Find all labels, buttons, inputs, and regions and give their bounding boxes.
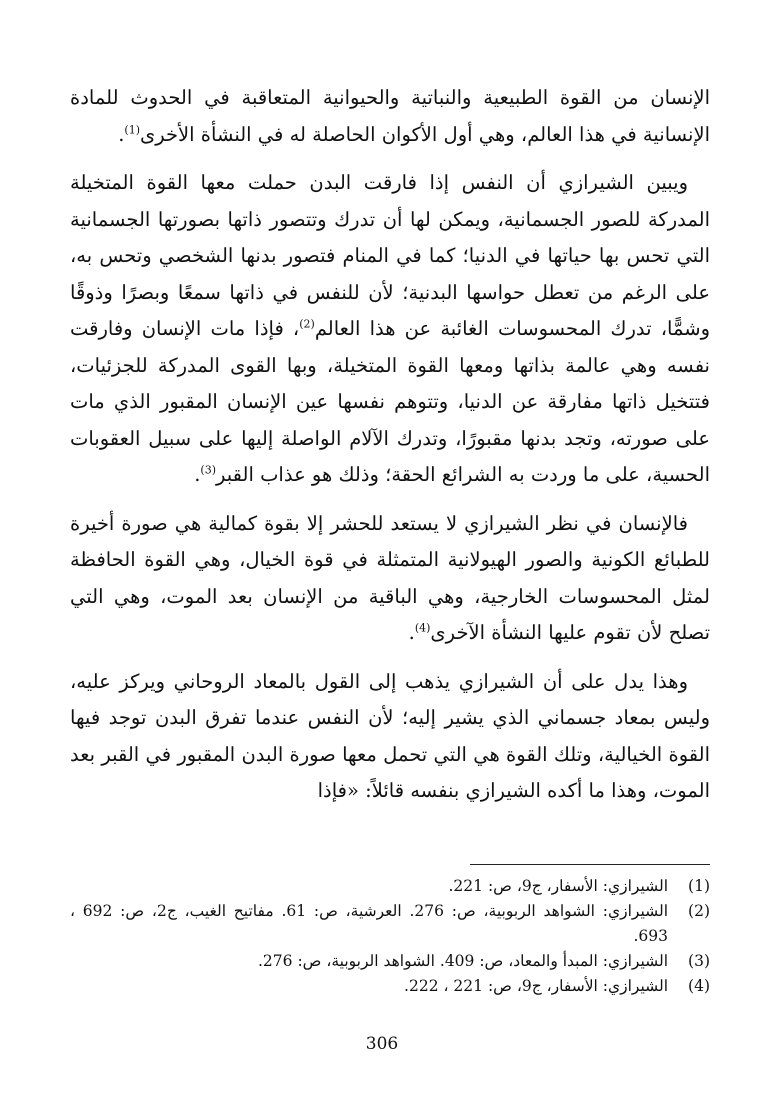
paragraph-3-text: فالإنسان في نظر الشيرازي لا يستعد للحشر إلا بقوة كمالية هي صورة أخيرة للطبائع الكونية والصور الهيولانية المتمثلة في قوة الخيال، وهي القوة الحافظة لمثل المحسوسات الخارجية، وهي الباقية من الإنسان بعد الموت، وهي التي تصلح لأن تقوم عليها النشأة الآخرى bbox=[70, 511, 710, 644]
footnote-number: (4) bbox=[688, 977, 710, 995]
footnote-text: الشيرازي: المبدأ والمعاد، ص: 409. الشواهد الربوبية، ص: 276. bbox=[257, 952, 668, 970]
footnote-ref-1[interactable]: (1) bbox=[124, 123, 140, 136]
footnote-number: (2) bbox=[688, 902, 710, 920]
paragraph-3-end: . bbox=[408, 621, 415, 644]
footnotes bbox=[70, 874, 710, 999]
paragraph-4 bbox=[70, 664, 710, 810]
paragraph-1 bbox=[70, 80, 710, 153]
paragraph-2-end: . bbox=[194, 463, 201, 486]
footnote-4 bbox=[70, 974, 710, 999]
paragraph-2-text-b: ، فإذا مات الإنسان وفارقت نفسه وهي عالمة بذاتها ومعها القوة المتخيلة، وبها القوى المدركة للجزئيات، فتتخيل ذاتها مفارقة عن الدنيا، وتتوهم نفسها عين الإنسان المقبور الذي مات على صورته، وتجد بدنها مقبورًا، وتدرك الآلام الواصلة إليها على سبيل العقوبات الحسية، على ما وردت به الشرائع الحقة؛ وذلك هو عذاب القبر bbox=[70, 317, 710, 486]
footnote-text: الشيرازي: الأسفار، ج9، ص: 221. bbox=[448, 877, 668, 895]
paragraph-4-text: وهذا يدل على أن الشيرازي يذهب إلى القول بالمعاد الروحاني ويركز عليه، وليس بمعاد جسماني الذي يشير إليه؛ لأن النفس عندما تفرق البدن توجد فيها القوة الخيالية، وتلك القوة هي التي تحمل معها صورة البدن المقبور في القبر بعد الموت، وهذا ما أكده الشيرازي بنفسه قائلاً: «فإذا bbox=[70, 669, 710, 802]
paragraph-2-text-a: ويبين الشيرازي أن النفس إذا فارقت البدن حملت معها القوة المتخيلة المدركة للصور الجسمانية، ويمكن لها أن تدرك وتتصور ذاتها بصورتها الجسمانية التي تحس بها حياتها في الدنيا؛ كما في المنام فتصور بدنها الشخصي وتحس به، على الرغم من تعطل حواسها البدنية؛ لأن للنفس في ذاتها سمعًا وبصرًا وذوقًا وشمًّا، تدرك المحسوسات الغائبة عن هذا العالم bbox=[70, 171, 711, 340]
footnote-3 bbox=[70, 949, 710, 974]
paragraph-2 bbox=[70, 165, 710, 494]
footnote-ref-3[interactable]: (3) bbox=[200, 463, 216, 477]
page-number: 306 bbox=[365, 1034, 399, 1054]
footnote-ref-2[interactable]: (2) bbox=[299, 317, 315, 331]
footnote-number: (3) bbox=[688, 952, 710, 970]
footnote-divider bbox=[470, 864, 710, 865]
paragraph-1-text: الإنسان من القوة الطبيعية والنباتية والحيوانية المتعاقبة في الحدوث للمادة الإنسانية في هذا العالم، وهي أول الأكوان الحاصلة له في النشأة الأخرى bbox=[70, 86, 710, 146]
footnote-text: الشيرازي: الأسفار، ج9، ص: 221 ، 222. bbox=[404, 977, 668, 995]
paragraph-1-end: . bbox=[118, 122, 125, 146]
footnote-1 bbox=[70, 874, 710, 899]
paragraph-3 bbox=[70, 506, 710, 652]
main-text bbox=[70, 80, 710, 822]
footnote-2 bbox=[70, 899, 710, 949]
footnote-ref-4[interactable]: (4) bbox=[414, 621, 431, 635]
footnote-text: الشيرازي: الشواهد الربوبية، ص: 276. العرشية، ص: 61. مفاتيح الغيب، ج2، ص: 692 ، 693. bbox=[70, 902, 668, 945]
footnote-number: (1) bbox=[688, 877, 710, 895]
